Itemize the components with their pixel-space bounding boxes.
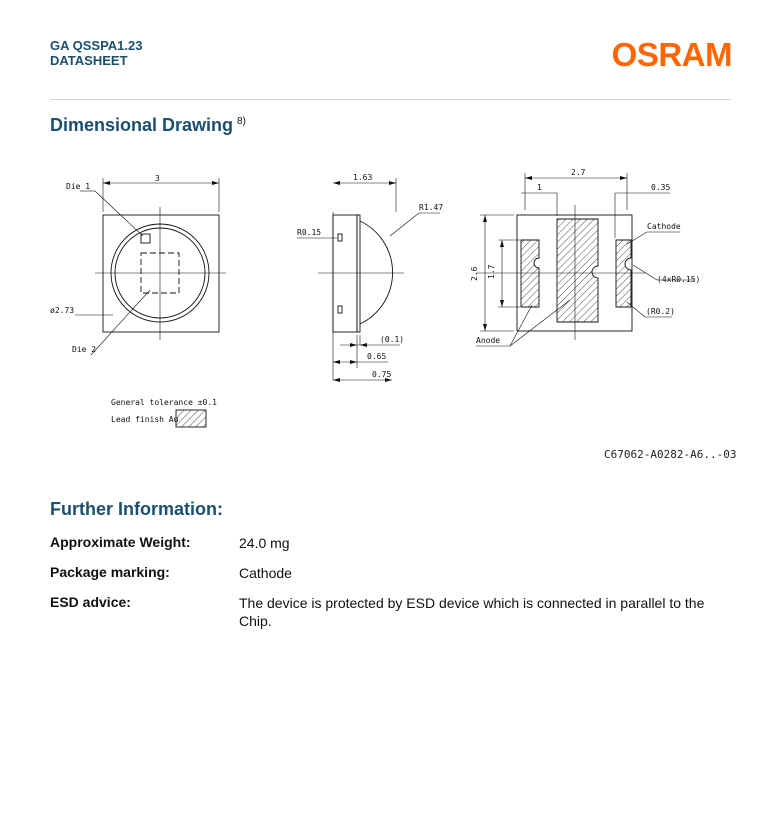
label-r015x4: (4xR0.15): [657, 275, 701, 284]
label-d075: 0.75: [372, 370, 392, 379]
label-d035: 0.35: [651, 183, 671, 192]
further-information-title: Further Information:: [50, 499, 223, 519]
cathode-pad: [616, 240, 631, 307]
label-r147: R1.47: [419, 203, 444, 212]
label-diameter: ø2.73: [50, 306, 75, 315]
label-r02: (R0.2): [646, 307, 675, 316]
label-side-width: 1.63: [353, 173, 373, 182]
anode-pad-center: [557, 219, 598, 322]
info-value: Cathode: [239, 565, 292, 581]
info-value: 24.0 mg: [239, 535, 290, 551]
footnote-marker: 8): [237, 116, 246, 127]
label-die2: Die 2: [72, 345, 97, 354]
label-d26: 2.6: [470, 266, 479, 281]
label-r015: R0.15: [297, 228, 322, 237]
lead-finish-swatch: [176, 410, 206, 427]
label-d17: 1.7: [487, 264, 496, 279]
side-view-body: [333, 215, 357, 332]
anode-pad-left: [521, 240, 539, 307]
brand-logo: OSRAM: [611, 36, 732, 73]
side-view-lens: [360, 221, 393, 324]
header-divider: [50, 99, 731, 100]
drawing-number: C67062-A0282-A6..-03: [604, 448, 737, 461]
top-view-body: [103, 215, 219, 332]
side-die-top: [338, 234, 342, 241]
product-name: GA QSSPA1.23: [50, 38, 143, 53]
label-cathode: Cathode: [647, 222, 681, 231]
label-anode: Anode: [476, 336, 501, 345]
dimensional-drawing: [0, 150, 784, 435]
label-d01: (0.1): [380, 335, 405, 344]
info-value: The device is protected by ESD device which is connected in parallel to the Chip.: [239, 595, 705, 629]
side-die-bottom: [338, 306, 342, 313]
info-label: Package marking:: [50, 564, 170, 580]
label-tolerance: General tolerance ±0.1: [111, 398, 217, 407]
info-label: Approximate Weight:: [50, 534, 191, 550]
section-title-text: Dimensional Drawing: [50, 115, 234, 135]
label-d1: 1: [537, 183, 542, 192]
side-view-step: [357, 215, 360, 332]
info-label: ESD advice:: [50, 594, 131, 610]
label-side-square: 3: [155, 174, 160, 183]
label-lead-finish: Lead finish Au: [111, 415, 179, 424]
label-d065: 0.65: [367, 352, 387, 361]
label-bottom-width: 2.7: [571, 168, 586, 177]
label-die1: Die 1: [66, 182, 91, 191]
document-header: [50, 38, 142, 68]
dimensional-drawing-title: [50, 115, 246, 136]
document-type: DATASHEET: [50, 53, 128, 68]
